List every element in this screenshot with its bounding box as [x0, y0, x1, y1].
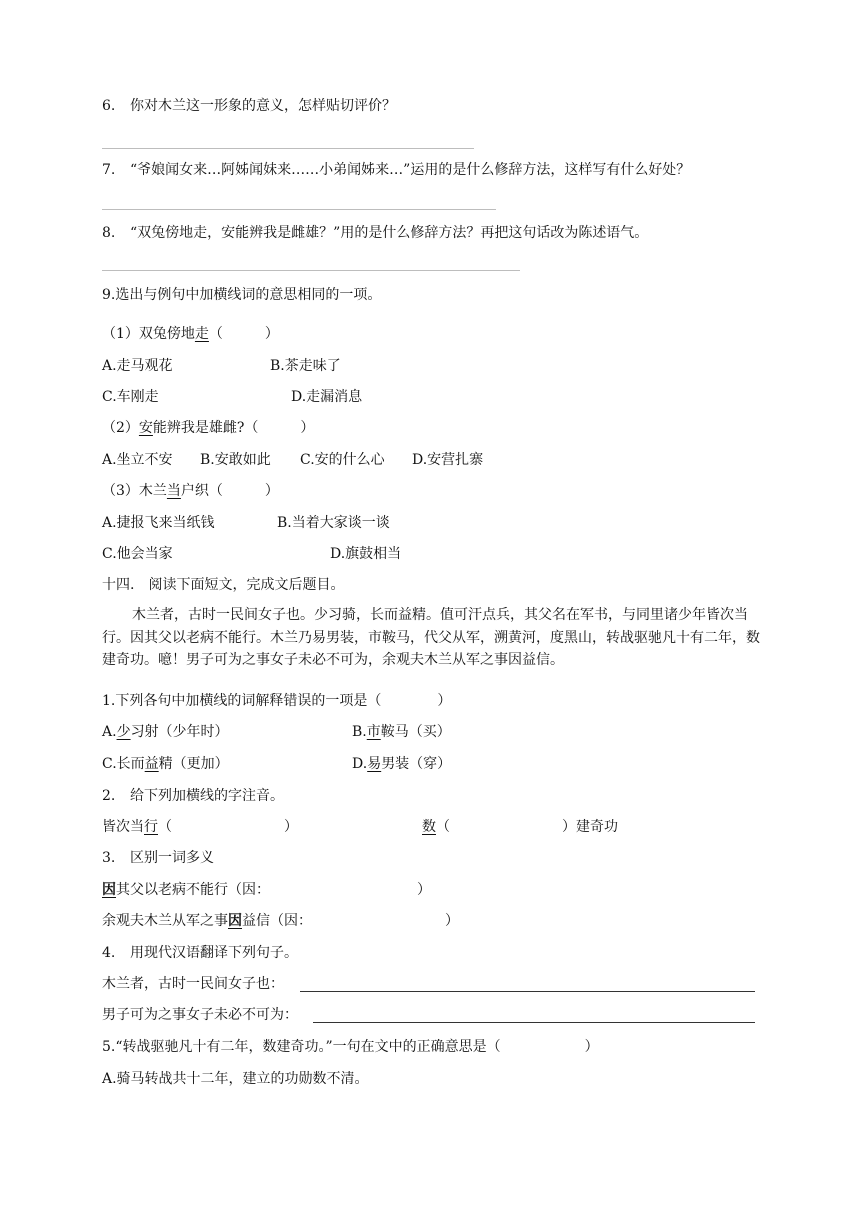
underlined-word: 当	[166, 483, 181, 499]
option-a[interactable]: A.捷报飞来当纸钱	[102, 515, 215, 531]
section-14-title: 十四. 阅读下面短文，完成文后题目。	[102, 577, 345, 593]
option-text: 精（更加）	[158, 756, 229, 772]
question-text: 给下列加横线的字注音。	[130, 788, 284, 804]
option-b[interactable]	[352, 722, 451, 742]
option-a[interactable]: A.坐立不安	[102, 452, 173, 468]
underlined-word: 少	[116, 724, 131, 740]
sub-question-text: （1）双兔傍地	[102, 326, 195, 342]
item-text: 余观夫木兰从军之事	[102, 913, 228, 929]
answer-bracket[interactable]: （ ）	[158, 819, 298, 835]
option-b[interactable]: B.安敢如此	[200, 452, 271, 468]
polysemy-item-b	[102, 911, 459, 931]
answer-line[interactable]	[102, 270, 520, 271]
pinyin-item-b	[422, 817, 618, 837]
option-label: C.长而	[102, 756, 145, 772]
option-c[interactable]: C.他会当家	[102, 546, 173, 562]
question-text: “双兔傍地走，安能辨我是雌雄？”用的是什么修辞方法？再把这句话改为陈述语气。	[130, 225, 649, 241]
question-4	[102, 943, 298, 963]
answer-line[interactable]	[102, 148, 474, 149]
option-label: D.	[352, 756, 368, 772]
polysemy-item-a	[102, 880, 431, 900]
answer-line[interactable]	[102, 209, 496, 210]
option-d[interactable]	[352, 754, 451, 774]
sub-question-1	[102, 324, 279, 344]
option-a[interactable]: A.走马观花	[102, 358, 173, 374]
question-3	[102, 848, 214, 868]
question-number: 7.	[102, 162, 116, 178]
option-b[interactable]: B.茶走味了	[270, 358, 341, 374]
option-d[interactable]: D.旗鼓相当	[330, 546, 402, 562]
sub-question-2	[102, 418, 314, 438]
answer-bracket[interactable]: 户织（ ）	[180, 483, 279, 499]
sub-question-3	[102, 481, 279, 501]
underlined-word: 市	[366, 724, 381, 740]
translate-item-b: 男子可为之事女子未必不可为：	[102, 1007, 298, 1023]
question-text: 你对木兰这一形象的意义，怎样贴切评价？	[130, 98, 396, 114]
option-label: A.	[102, 724, 117, 740]
answer-bracket[interactable]: 益信（因： ）	[242, 913, 459, 929]
answer-line[interactable]	[300, 991, 755, 992]
answer-bracket[interactable]: （ ）	[208, 326, 279, 342]
answer-bracket[interactable]: 其父以老病不能行（因： ）	[116, 882, 431, 898]
question-2	[102, 786, 284, 806]
question-number: 6.	[102, 98, 116, 114]
option-b[interactable]: B.当着大家谈一谈	[277, 515, 390, 531]
question-number: 3.	[102, 850, 116, 866]
option-text: 男装（穿）	[381, 756, 452, 772]
answer-bracket[interactable]: （ ）建奇功	[436, 819, 618, 835]
option-c[interactable]: C.安的什么心	[300, 452, 385, 468]
item-text: 皆次当	[102, 819, 144, 835]
option-d[interactable]: D.安营扎寨	[412, 452, 484, 468]
translate-item-a: 木兰者，古时一民间女子也：	[102, 976, 284, 992]
question-text: 区别一词多义	[130, 850, 214, 866]
sub-question-text: （2）	[102, 420, 139, 436]
question-7	[102, 160, 690, 180]
question-5: 5.“转战驱驰凡十有二年，数建奇功。”一句在文中的正确意思是（ ）	[102, 1039, 599, 1055]
option-c[interactable]: C.车刚走	[102, 389, 159, 405]
passage	[102, 604, 762, 672]
answer-bracket[interactable]: 能辨我是雄雌?（ ）	[152, 420, 315, 436]
question-number: 4.	[102, 945, 116, 961]
question-number: 2.	[102, 788, 116, 804]
underlined-word: 因	[228, 913, 242, 929]
sub-question-text: （3）木兰	[102, 483, 167, 499]
option-a[interactable]: A.骑马转战共十二年，建立的功勋数不清。	[102, 1071, 369, 1087]
underlined-word: 行	[144, 819, 158, 835]
passage-text: 木兰者，古时一民间女子也。少习骑，长而益精。值可汗点兵，其父名在军书，与同里诸少年皆次当行。因其父以老病不能行。木兰乃易男装，市鞍马，代父从军，溯黄河，度黑山，转战驱驰凡十有二年，数建奇功。噫！男子可为之事女子未必不可为，余观夫木兰从军之事因益信。	[102, 607, 760, 668]
underlined-word: 因	[102, 882, 116, 898]
question-text: 用现代汉语翻译下列句子。	[130, 945, 298, 961]
question-1: 1.下列各句中加横线的词解释错误的一项是（ ）	[102, 693, 452, 709]
underlined-word: 易	[367, 756, 382, 772]
question-9-title: 9.选出与例句中加横线词的意思相同的一项。	[102, 287, 382, 303]
question-6	[102, 96, 396, 116]
underlined-word: 走	[194, 326, 209, 342]
option-c[interactable]	[102, 754, 229, 774]
option-text: 鞍马（买）	[380, 724, 451, 740]
underlined-word: 益	[144, 756, 159, 772]
question-8	[102, 223, 648, 243]
option-label: B.	[352, 724, 367, 740]
question-text: “爷娘闻女来…阿姊闻妹来……小弟闻姊来…”运用的是什么修辞方法，这样写有什么好处？	[130, 162, 691, 178]
answer-line[interactable]	[313, 1022, 755, 1023]
option-a[interactable]	[102, 722, 229, 742]
option-d[interactable]: D.走漏消息	[291, 389, 363, 405]
underlined-word: 数	[422, 819, 436, 835]
pinyin-item-a	[102, 817, 298, 837]
question-number: 8.	[102, 225, 116, 241]
underlined-word: 安	[138, 420, 153, 436]
option-text: 习射（少年时）	[130, 724, 229, 740]
